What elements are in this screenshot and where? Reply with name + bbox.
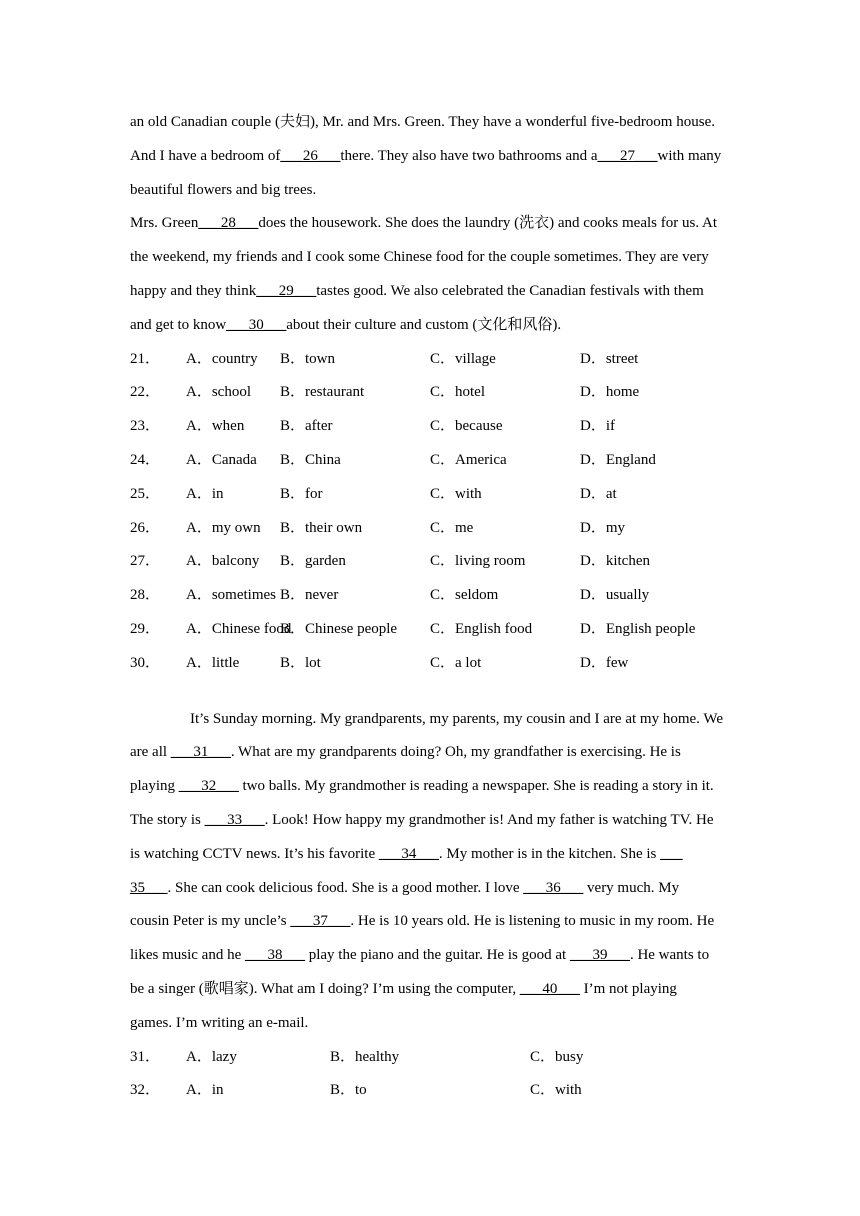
option-c: C．village [430,350,496,367]
question-row: 32． A．in B．to C．with [130,1078,730,1112]
option-d: D．my [580,519,626,536]
question-row: 29． A．Chinese food B．Chinese people C．English food D．English people [130,617,730,651]
blank-35-start: ___ [660,845,683,862]
question-row: 27． A．balcony B．garden C．living room D．kitchen [130,549,730,583]
option-b: B．never [280,587,339,604]
option-b: B．Chinese people [280,620,398,637]
passage-line: Mrs. Green___28___does the housework. She does the laundry (洗衣) and cooks meals for us. At [130,215,717,232]
passage-line: happy and they think___29___tastes good. We also celebrated the Canadian festivals with them [130,282,704,299]
option-a: A．in [186,1082,224,1099]
passage-line: is watching CCTV news. It’s his favorite ___34___. My mother is in the kitchen. She is ___ [130,845,683,862]
option-a: A．lazy [186,1048,237,1065]
option-d: D．street [580,350,639,367]
option-d: D．if [580,418,615,435]
blank-37: ___37___ [290,913,351,930]
section-spacer [130,685,730,707]
option-a: A．Canada [186,451,257,468]
passage-line: the weekend, my friends and I cook some Chinese food for the couple sometimes. They are very [130,249,709,266]
option-b: B．restaurant [280,384,365,401]
option-b: B．to [330,1082,367,1099]
option-b: B．town [280,350,336,367]
option-a: A．sometimes [186,587,276,604]
blank-33: ___33___ [204,811,265,828]
option-c: C．busy [530,1048,584,1065]
question-row: 22． A．school B．restaurant C．hotel D．home [130,380,730,414]
blank-29: ___29___ [256,282,317,299]
passage-1 [130,110,730,347]
option-a: A．when [186,418,245,435]
blank-34: ___34___ [378,845,439,862]
option-b: B．healthy [330,1048,400,1065]
option-c: C．with [430,485,482,502]
passage-line: The story is ___33___. Look! How happy my grandmother is! And my father is watching TV. He [130,811,714,828]
option-c: C．seldom [430,587,499,604]
passage-line: games. I’m writing an e-mail. [130,1014,309,1031]
option-c: C．with [530,1082,582,1099]
passage-2 [130,707,730,1045]
option-c: C．me [430,519,474,536]
option-d: D．England [580,451,656,468]
option-c: C．hotel [430,384,485,401]
passage-line: playing ___32___ two balls. My grandmother is reading a newspaper. She is reading a story in it. [130,778,714,795]
question-row: 21． A．country B．town C．village D．street [130,347,730,381]
option-b: B．lot [280,654,321,671]
passage-line: and get to know___30___about their culture and custom (文化和风俗). [130,316,562,333]
option-b: B．garden [280,553,346,570]
document-page [130,110,730,1112]
option-a: A．my own [186,519,261,536]
passage-line: are all ___31___. What are my grandparents doing? Oh, my grandfather is exercising. He is [130,744,681,761]
option-a: A．country [186,350,258,367]
option-c: C．English food [430,620,533,637]
blank-36: ___36___ [523,879,584,896]
option-d: D．home [580,384,640,401]
blank-26: ___26___ [280,147,341,164]
blank-35: 35___ [130,879,168,896]
option-b: B．after [280,418,333,435]
question-row: 30． A．little B．lot C．a lot D．few [130,651,730,685]
option-a: A．Chinese food [186,620,292,637]
question-row: 23． A．when B．after C．because D．if [130,414,730,448]
question-row: 28． A．sometimes B．never C．seldom D．usually [130,583,730,617]
blank-28: ___28___ [198,215,259,232]
passage-line: beautiful flowers and big trees. [130,181,317,198]
option-d: D．few [580,654,629,671]
passage-line: And I have a bedroom of___26___there. They also have two bathrooms and a___27___with many [130,147,722,164]
blank-32: ___32___ [178,778,239,795]
blank-31: ___31___ [170,744,231,761]
blank-40: ___40___ [519,980,580,997]
blank-39: ___39___ [569,947,630,964]
option-d: D．kitchen [580,553,650,570]
question-list-2 [130,1045,730,1113]
option-c: C．America [430,451,507,468]
option-b: B．their own [280,519,363,536]
option-d: D．at [580,485,617,502]
blank-27: ___27___ [597,147,658,164]
blank-30: ___30___ [226,316,287,333]
option-d: D．usually [580,587,650,604]
question-row: 31． A．lazy B．healthy C．busy [130,1045,730,1079]
question-row: 25． A．in B．for C．with D．at [130,482,730,516]
passage-line: be a singer (歌唱家). What am I doing? I’m using the computer, ___40___ I’m not playing [130,980,677,997]
passage-line: an old Canadian couple (夫妇), Mr. and Mrs. Green. They have a wonderful five-bedroom house. [130,114,715,130]
question-row: 26． A．my own B．their own C．me D．my [130,516,730,550]
passage-line: cousin Peter is my uncle’s ___37___. He is 10 years old. He is listening to music in my room. He [130,913,715,930]
question-row: 24． A．Canada B．China C．America D．England [130,448,730,482]
option-a: A．little [186,654,240,671]
passage-line: 35___. She can cook delicious food. She is a good mother. I love ___36___ very much. My [130,879,680,896]
option-a: A．in [186,485,224,502]
option-c: C．because [430,418,503,435]
passage-line: likes music and he ___38___ play the piano and the guitar. He is good at ___39___. He wants to [130,947,710,964]
blank-38: ___38___ [244,947,305,964]
option-c: C．living room [430,553,526,570]
option-c: C．a lot [430,654,482,671]
option-b: B．for [280,485,323,502]
option-a: A．balcony [186,553,260,570]
option-a: A．school [186,384,251,401]
option-b: B．China [280,451,341,468]
option-d: D．English people [580,620,696,637]
passage-line: It’s Sunday morning. My grandparents, my parents, my cousin and I are at my home. We [190,710,723,727]
question-list-1 [130,347,730,685]
